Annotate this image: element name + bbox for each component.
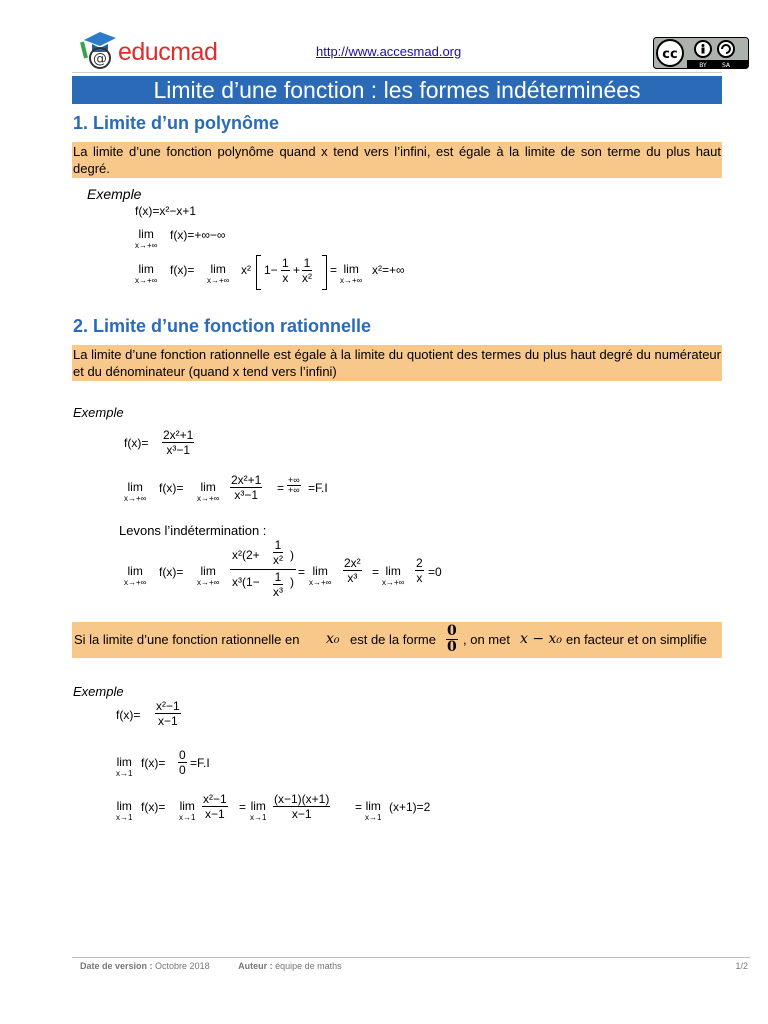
s1-frac-1-over-x: $\frac{1}{x}$ xyxy=(282,256,289,285)
right-bracket xyxy=(322,255,327,290)
s3-eq-2: = xyxy=(355,800,363,814)
by-label: BY xyxy=(699,62,707,69)
section1-note: La limite d’une fonction polynôme quand x tend vers l’infini, est égale à la limite de son terme du plus haut degré. xyxy=(73,144,721,176)
s3-f-eq: f(x)= xyxy=(116,708,141,722)
s2-frac-2x2-x3: $\frac{\text{2x²}}{\text{x³}}$ xyxy=(344,556,361,585)
s1-frac-1-over-x2: $\frac{1}{\text{x²}}$ xyxy=(302,256,312,285)
site-url-link[interactable]: http://www.accesmad.org xyxy=(316,44,462,59)
s2-frac-def: $\frac{\text{2x²+1}}{\text{x³−1}}$ xyxy=(163,428,194,457)
s3-lim-5: lim x→1 xyxy=(365,799,382,822)
s1-line3-c: 1− xyxy=(264,263,278,277)
s3-frac-a: $\frac{\text{x²−1}}{x-1}$ xyxy=(203,792,227,821)
s3-frac-def: $\frac{\text{x²−1}}{x-1}$ xyxy=(156,699,180,728)
s3-end: (x+1)=2 xyxy=(389,800,431,814)
s1-line3-d: = xyxy=(330,263,338,277)
s2-big-denominator: x³(1− $\frac{1}{\text{x³}}$ ) xyxy=(232,570,294,599)
section2-note: La limite d’une fonction rationnelle est égale à la limite du quotient des termes du plus haut degré du numérateur et du dénominateur (quand x tend vers l’infini) xyxy=(73,347,721,379)
s2-eq-1: = xyxy=(277,481,285,495)
s3-fi: =F.I xyxy=(190,756,210,770)
s3-zero-over-zero: 0 0 xyxy=(447,623,457,655)
s1-lim-2: lim x→+∞ xyxy=(135,262,158,285)
left-bracket xyxy=(256,255,261,290)
s2-frac-lim: $\frac{\text{2x²+1}}{\text{x³−1}}$ xyxy=(231,473,262,502)
s3-lim-3: lim x→1 xyxy=(179,799,196,822)
s2-frac-inf-inf: +∞ +∞ xyxy=(288,475,300,495)
s2-f-eq3: f(x)= xyxy=(159,565,184,579)
cc-icon: cc xyxy=(662,47,678,62)
s1-line3-e: x²=+∞ xyxy=(372,263,405,277)
s2-big-numerator: x²(2+ $\frac{1}{\text{x²}}$ ) xyxy=(230,538,296,570)
s2-frac-2-x: $\frac{2}{x}$ xyxy=(416,556,423,585)
s3-lim-2: lim x→1 xyxy=(116,799,133,822)
section3-note: Si la limite d’une fonction rationnelle en x₀ est de la forme 0 0 , on met x − x₀ en facteur et on simplifie xyxy=(72,622,722,658)
s2-lim-4: lim x→+∞ xyxy=(197,564,220,587)
header-divider xyxy=(72,72,722,73)
s2-lim-3: lim x→+∞ xyxy=(124,564,147,587)
s2-big-fraction xyxy=(230,538,296,601)
s1-line1: f(x)=x²−x+1 xyxy=(135,204,197,218)
s2-num-inner-frac: $\frac{1}{\text{x²}}$ xyxy=(273,538,283,567)
s2-levons: Levons l’indétermination : xyxy=(119,523,267,538)
footer-page-number: 1/2 xyxy=(735,961,748,971)
educmad-logo-text: educmad xyxy=(118,38,218,66)
s3-frac-b: $\frac{(x-1)(x+1)}{x-1}$ xyxy=(274,792,330,821)
s1-lim-1: lim x→+∞ xyxy=(135,227,158,250)
footer xyxy=(80,961,748,971)
s3-frac-0-0: $\frac{0}{0}$ xyxy=(179,748,186,777)
s2-eq-2: = xyxy=(298,565,306,579)
section3-example-label: Exemple xyxy=(73,684,124,699)
creative-commons-license-badge xyxy=(653,37,749,69)
s2-lim-1: lim x→+∞ xyxy=(124,480,147,503)
s1-line3-b: x² xyxy=(241,263,251,277)
s2-f-eq2: f(x)= xyxy=(159,481,184,495)
s2-lim-6: lim x→+∞ xyxy=(382,564,405,587)
footer-version-value: Octobre 2018 xyxy=(155,961,210,971)
s1-line3-a: f(x)= xyxy=(170,263,195,277)
s2-den-inner-frac: $\frac{1}{\text{x³}}$ xyxy=(273,570,283,599)
s2-f-eq: f(x)= xyxy=(124,436,149,450)
s1-plus: + xyxy=(293,263,301,277)
footer-divider xyxy=(72,957,750,958)
section1-heading: 1. Limite d’un polynôme xyxy=(73,113,280,133)
section2-heading: 2. Limite d’une fonction rationnelle xyxy=(73,316,372,336)
s3-eq-1: = xyxy=(239,800,247,814)
s2-r-end: =0 xyxy=(428,565,442,579)
section1-example-label: Exemple xyxy=(87,186,142,202)
section2-example-label: Exemple xyxy=(73,405,124,420)
s2-lim-2: lim x→+∞ xyxy=(197,480,220,503)
s2-eq-3: = xyxy=(372,565,380,579)
s3-f-eq3: f(x)= xyxy=(141,800,166,814)
educmad-logo-icon xyxy=(78,28,122,72)
s1-line2: f(x)=+∞−∞ xyxy=(170,228,226,242)
footer-author-label: Auteur : xyxy=(238,961,273,971)
s2-fi: =F.I xyxy=(308,481,328,495)
s3-lim-1: lim x→1 xyxy=(116,755,133,778)
s1-lim-4: lim x→+∞ xyxy=(340,262,363,285)
s2-lim-5: lim x→+∞ xyxy=(309,564,332,587)
at-sign: @ xyxy=(93,51,107,67)
footer-author-value: équipe de maths xyxy=(275,961,342,971)
page-title: Limite d’une fonction : les formes indéterminées xyxy=(72,76,722,104)
s3-factor: x − x₀ xyxy=(520,631,563,647)
s3-f-eq2: f(x)= xyxy=(141,756,166,770)
sa-label: SA xyxy=(721,62,731,69)
s3-lim-4: lim x→1 xyxy=(250,799,267,822)
footer-version-label: Date de version : xyxy=(80,961,153,971)
s1-lim-3: lim x→+∞ xyxy=(207,262,230,285)
s3-x0: x₀ xyxy=(326,631,340,647)
